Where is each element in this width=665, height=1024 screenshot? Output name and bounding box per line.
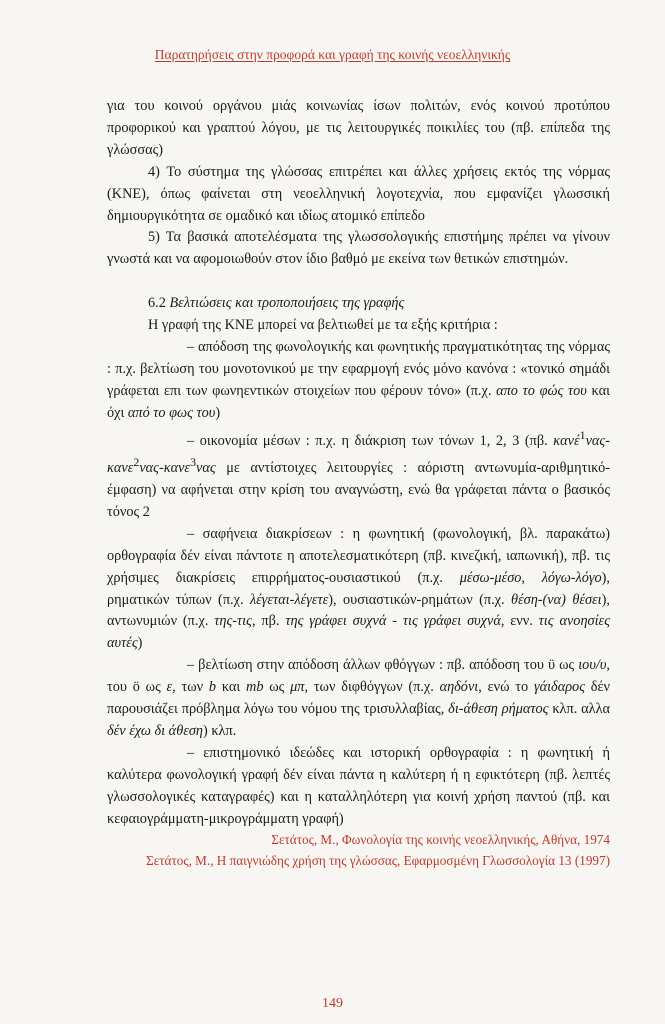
section-title: Βελτιώσεις και τροποποιήσεις της γραφής xyxy=(169,295,405,312)
criterion-item: – σαφήνεια διακρίσεων : η φωνητική (φωνολογική, βλ. παρακάτω) ορθογραφία δέν είναι πάντοτε η αποτελεσματικότερη (πβ. κινεζική, ιαπωνική), πβ. τις χρήσιμες διακρίσεις επιρρήματος-ουσιαστικού (π.χ. μέσω-μέσο, λόγω-λόγο), ρηματικών τύπων (π.χ. λέγεται-λέγετε), ουσιαστικών-ρημάτων (π.χ. θέση-(να) θέσει), αντωνυμιών (π.χ. της-τις, πβ. της γράφει συχνά - τις γράφει συχνά, ενν. τις ανοησίες αυτές) xyxy=(107,525,611,652)
reference-item: Σετάτος, Μ., Η παιγνιώδης χρήση της γλώσσας, Εφαρμοσμένη Γλωσσολογία 13 (1997) xyxy=(146,852,610,868)
body-text xyxy=(107,96,610,831)
intro-line: Η γραφή της ΚΝΕ μπορεί να βελτιωθεί με τα εξής κριτήρια : xyxy=(148,317,498,334)
section-heading xyxy=(107,293,610,315)
section-number: 6.2 xyxy=(148,295,166,312)
criterion-item: – επιστημονικό ιδεώδες και ιστορική ορθογραφία : η φωνητική ή καλύτερα φωνολογική γραφή δέν είναι πάντα η καλύτερη ή η εφικτότερη (πβ. λεπτές γλωσσολογικές καταγραφές) και η καταλληλότερη για κοινή χρήση παντού (πβ. και κεφαιογράμματη-μικρογράμματη γραφή) xyxy=(107,744,610,827)
criterion-item: – οικονομία μέσων : π.χ. η διάκριση των τόνων 1, 2, 3 (πβ. κανέ$^1$νας-κανε$^2$νας-κανε$^3$νας με αντίστοιχες λειτουργίες : αόριστη αντωνυμία-αριθμητικό-έμφαση) να αφήνεται στην κρίση του αναγνώστη, ενώ θα γράφεται πάντα ο βασικός τόνος 2 xyxy=(107,427,610,520)
paragraph: για του κοινού οργάνου μιάς κοινωνίας ίσων πολιτών, ενός κοινού προτύπου προφορικού και γραπτού λόγου, με τις λειτουργικές ποικιλίες του (πβ. επίπεδα της γλώσσας) xyxy=(107,98,610,158)
running-header: Παρατηρήσεις στην προφορά και γραφή της κοινής νεοελληνικής xyxy=(154,47,511,62)
criterion-item: – απόδοση της φωνολογικής και φωνητικής πραγματικότητας της νόρμας : π.χ. βελτίωση του μονοτονικού με την εφαρμογή ενός μόνο κανόνα : «τονικό σημάδι γράφεται επι των φωνηεντικών στοιχείων που φέρουν τόνο» (π.χ. απο το φώς του και όχι από το φως του) xyxy=(107,339,610,421)
reference-item: Σετάτος, Μ., Φωνολογία της κοινής νεοελληνικής, Αθήνα, 1974 xyxy=(271,832,610,847)
paragraph: 5) Τα βασικά αποτελέσματα της γλωσσολογικής επιστήμης πρέπει να γίνουν γνωστά και να αφομοιωθούν στον ίδιο βαθμό με εκείνα των θετικών επιστημών. xyxy=(107,229,610,268)
references xyxy=(107,830,610,871)
criterion-item: – βελτίωση στην απόδοση άλλων φθόγγων : πβ. απόδοση του ϋ ως ιου/υ, του ö ως ε, των b και mb ως μπ, των διφθόγγων (π.χ. αηδόνι, ενώ το γάιδαρος δέν παρουσιάζει πρόβλημα λόγω του νόμου της τρισυλλαβίας, δι-άθεση ρήματος κλπ. αλλα δέν έχω δι άθεση) κλπ. xyxy=(107,657,610,739)
paragraph: 4) Το σύστημα της γλώσσας επιτρέπει και άλλες χρήσεις εκτός της νόρμας (ΚΝΕ), όπως φαίνεται στη νεοελληνική λογοτεχνία, που εμφανίζει γλωσσική δημιουργικότητα σε ομαδικό και ιδίως ατομικό επίπεδο xyxy=(107,163,610,224)
page-number: 149 xyxy=(322,996,343,1011)
